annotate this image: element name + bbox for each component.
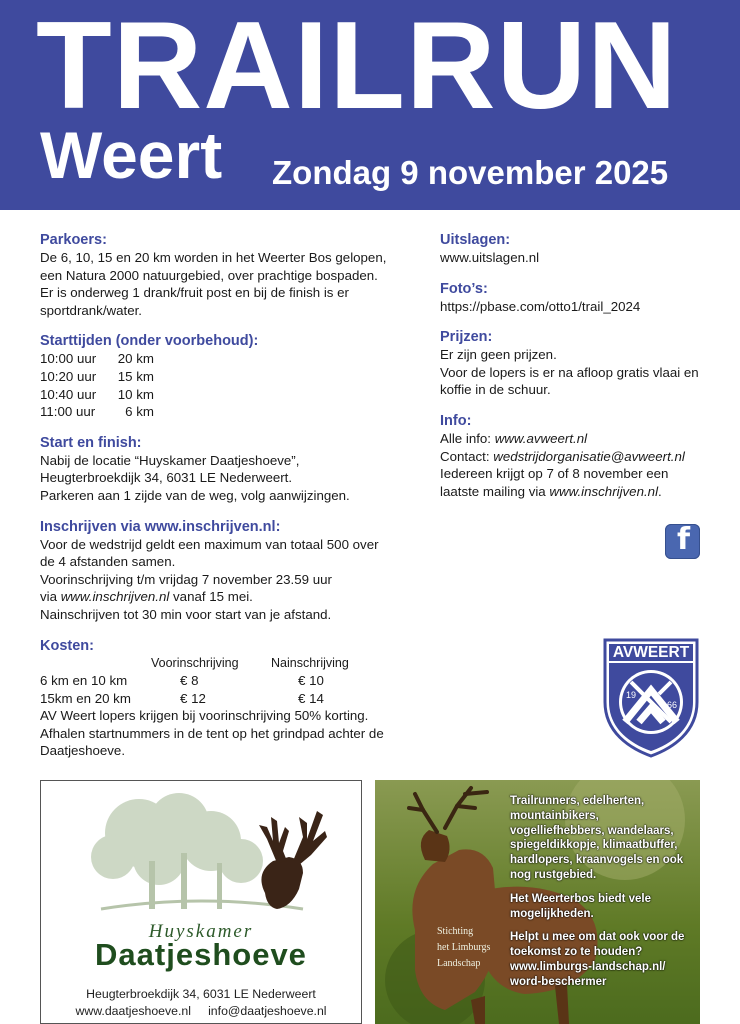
info-line xyxy=(440,448,720,466)
facebook-icon[interactable] xyxy=(665,524,700,559)
parkoers-line: Er is onderweg 1 drank/fruit post en bij de finish is er xyxy=(40,285,349,301)
section-fotos xyxy=(440,280,720,316)
inschrijven-link[interactable]: www.inschrijven.nl xyxy=(60,589,170,605)
prijzen-heading: Prijzen: xyxy=(440,329,493,346)
info-line xyxy=(440,483,720,501)
kosten-distance: 6 km en 10 km xyxy=(40,673,128,689)
limburgs-landschap-text xyxy=(510,794,696,999)
facebook-glyph: f xyxy=(677,522,691,557)
inschrijven-line: Voor de wedstrijd geldt een maximum van totaal 500 over xyxy=(40,536,379,552)
avweert-logo xyxy=(601,636,701,758)
kosten-price-pre: € 12 xyxy=(180,690,206,706)
fotos-link[interactable]: https://pbase.com/otto1/trail_2024 xyxy=(440,298,641,314)
start-time-row xyxy=(40,386,420,404)
uitslagen-link[interactable]: www.uitslagen.nl xyxy=(440,250,540,265)
info-website-link[interactable]: www.avweert.nl xyxy=(494,430,588,446)
section-start-finish xyxy=(40,434,420,505)
start-distance: 20 km xyxy=(117,351,154,367)
inschrijven-line: Nainschrijven tot 30 min voor start van je afstand. xyxy=(40,606,332,622)
parkoers-heading: Parkoers: xyxy=(40,232,107,248)
daatjeshoeve-email-link[interactable]: info@daatjeshoeve.nl xyxy=(208,1004,327,1018)
parkoers-line: De 6, 10, 15 en 20 km worden in het Weerter Bos gelopen, xyxy=(40,250,387,265)
event-date: Zondag 9 november 2025 xyxy=(272,154,669,191)
start-distance: 15 km xyxy=(117,368,154,384)
kosten-price-pre: € 8 xyxy=(180,673,199,689)
avweert-year-left: 19 xyxy=(626,690,637,700)
starttijden-heading: Starttijden (onder voorbehoud): xyxy=(40,333,259,350)
stamp-line: het Limburgs xyxy=(437,942,491,953)
stamp-line: Stichting xyxy=(437,926,474,937)
info-email-link[interactable]: wedstrijdorganisatie@avweert.nl xyxy=(493,448,685,464)
kosten-line: Daatjeshoeve. xyxy=(40,743,126,759)
daatjeshoeve-address: Heugterbroekdijk 34, 6031 LE Nederweert xyxy=(86,987,316,1001)
parkoers-line: sportdrank/water. xyxy=(40,302,142,318)
info-heading: Info: xyxy=(440,412,472,429)
ad-daatjeshoeve xyxy=(40,780,362,1024)
prijzen-line: Er zijn geen prijzen. xyxy=(440,347,557,363)
info-line xyxy=(440,430,720,448)
start-finish-heading: Start en finish: xyxy=(40,434,142,451)
info-alle-label: Alle info: xyxy=(440,430,495,446)
avweert-name: AVWEERT xyxy=(612,644,690,661)
start-finish-line: Parkeren aan 1 zijde van de weg, volg aanwijzingen. xyxy=(40,487,350,503)
section-kosten xyxy=(40,637,420,761)
start-time-row xyxy=(40,403,420,421)
start-time-row xyxy=(40,368,420,386)
section-starttijden xyxy=(40,332,420,420)
kosten-heading: Kosten: xyxy=(40,637,94,654)
stamp-line: Landschap xyxy=(437,958,481,969)
start-time-row xyxy=(40,350,420,368)
section-parkoers xyxy=(40,231,420,319)
avweert-year-right: 66 xyxy=(667,700,678,710)
right-column xyxy=(440,231,720,513)
uitslagen-heading: Uitslagen: xyxy=(440,232,511,248)
inschrijven-line: de 4 afstanden samen. xyxy=(40,554,176,570)
kosten-col-voor: Voorinschrijving xyxy=(151,655,239,670)
start-time: 11:00 uur xyxy=(40,404,96,420)
ad-limburgs-landschap xyxy=(375,780,700,1024)
kosten-row xyxy=(40,690,420,708)
info-period: . xyxy=(658,483,662,499)
inschrijven-heading: Inschrijven via www.inschrijven.nl: xyxy=(40,518,281,535)
kosten-distance: 15km en 20 km xyxy=(40,690,131,706)
info-contact-label: Contact: xyxy=(440,448,494,464)
kosten-line: Afhalen startnummers in de tent op het grindpad achter de xyxy=(40,725,384,741)
event-location: Weert xyxy=(40,118,223,192)
section-inschrijven xyxy=(40,518,420,624)
kosten-price-post: € 14 xyxy=(298,690,324,706)
event-title: TRAILRUN xyxy=(36,0,678,135)
daatjeshoeve-website-link[interactable]: www.daatjeshoeve.nl xyxy=(75,1004,191,1018)
inschrijven-line xyxy=(40,588,420,606)
info-line: Iedereen krijgt op 7 of 8 november een xyxy=(440,466,669,482)
daatjeshoeve-contact xyxy=(41,1004,361,1018)
header-banner xyxy=(0,0,740,210)
kosten-price-post: € 10 xyxy=(298,673,324,689)
start-distance: 10 km xyxy=(117,386,154,402)
parkoers-line: een Natura 2000 natuurgebied, over prachtige bospaden. xyxy=(40,267,378,283)
info-inschrijven-link[interactable]: www.inschrijven.nl xyxy=(549,483,659,499)
info-mailing-text: laatste mailing via xyxy=(440,483,550,499)
inschrijven-line: Voorinschrijving t/m vrijdag 7 november 23.59 uur xyxy=(40,571,332,587)
left-column xyxy=(40,231,420,773)
ad-paragraph: Trailrunners, edelherten, mountainbikers, vogelliefhebbers, wandelaars, spiegeldikkopje, klimaatbuffer, hardlopers, kraanvogels en ook nog rustgebied. xyxy=(510,795,684,881)
prijzen-line: koffie in de schuur. xyxy=(440,382,551,398)
kosten-header-row xyxy=(40,655,420,673)
kosten-row xyxy=(40,672,420,690)
limburgs-landschap-stamp xyxy=(437,924,490,972)
fotos-heading: Foto’s: xyxy=(440,280,488,297)
prijzen-line: Voor de lopers is er na afloop gratis vlaai en xyxy=(440,364,699,380)
start-distance: 6 km xyxy=(125,404,154,420)
kosten-line: AV Weert lopers krijgen bij voorinschrijving 50% korting. xyxy=(40,708,369,724)
daatjeshoeve-brand-top: Huyskamer xyxy=(148,921,254,942)
start-finish-line: Nabij de locatie “Huyskamer Daatjeshoeve”, xyxy=(40,452,300,468)
section-uitslagen xyxy=(440,231,720,267)
kosten-col-na: Nainschrijving xyxy=(271,655,349,670)
start-time: 10:40 uur xyxy=(40,386,97,402)
start-finish-line: Heugterbroekdijk 34, 6031 LE Nederweert. xyxy=(40,470,293,486)
ad-paragraph: Het Weerterbos biedt vele mogelijkheden. xyxy=(510,892,652,920)
daatjeshoeve-brand: Daatjeshoeve xyxy=(95,937,307,972)
section-prijzen xyxy=(440,328,720,399)
start-time: 10:20 uur xyxy=(40,368,97,384)
start-time: 10:00 uur xyxy=(40,351,97,367)
tree-stag-illustration xyxy=(41,781,363,921)
inschrijven-vanaf: vanaf 15 mei. xyxy=(169,589,253,605)
inschrijven-via: via xyxy=(40,589,61,605)
section-info xyxy=(440,412,720,500)
ad-paragraph: Helpt u mee om dat ook voor de toekomst zo te houden? www.limburgs-landschap.nl/ word-beschermer xyxy=(510,931,685,988)
